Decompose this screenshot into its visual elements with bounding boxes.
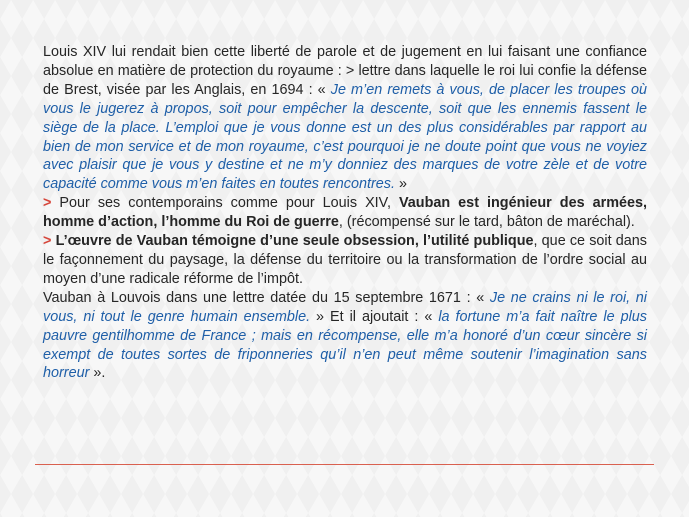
paragraph-text: , que ce soit dans le façonnement du paysage, la défense du territoire ou la transformation de l’ordre social au moyen d’une radicale réforme de l’impôt. xyxy=(43,233,647,287)
paragraph-louis-xiv-letter xyxy=(43,43,647,194)
paragraph-vauban-louvois xyxy=(43,289,647,384)
quote-king-letter: Je m’en remets à vous, de placer les troupes où vous le jugerez à propos, soit pour empêcher la descente, soit que les ennemis fassent le siège de la place. L’emploi que je vous donne est un des plus considérables par rapport au bien de mon service et de mon royaume, c’est pourquoi je ne doute point que vous ne voyiez avec plaisir que je vous y destine et ne m’y donniez des marques de votre zèle et de votre capacité comme vous m’en faites en toutes rencontres. xyxy=(43,81,647,193)
paragraph-oeuvre xyxy=(43,232,647,289)
slide-content xyxy=(43,43,647,383)
paragraph-text: Pour ses contemporains comme pour Louis XIV, xyxy=(51,195,399,212)
quote-close: » xyxy=(394,176,407,193)
paragraph-text: , (récompensé sur le tard, bâton de maréchal). xyxy=(338,214,635,231)
paragraph-intro-text: Louis XIV lui rendait bien cette liberté de parole et de jugement en lui faisant une confiance absolue en matière de protection du royaume : > lettre dans laquelle le roi lui confie la défense de Brest, visée par les Anglais, en 1694 : « xyxy=(43,44,647,98)
footer-divider xyxy=(35,464,654,465)
paragraph-contemporaries xyxy=(43,194,647,232)
quote-close: ». xyxy=(89,365,106,382)
quote-vauban-1: Je ne crains ni le roi, ni vous, ni tout le genre humain ensemble. xyxy=(43,289,647,325)
quote-vauban-2: la fortune m’a fait naître le plus pauvre gentilhomme de France ; mais en récompense, elle m’a honoré d’un cœur sincère si exempt de toutes sortes de friponneries qu’il n’en peut même soutenir l’imagination sans horreur xyxy=(43,308,647,382)
bold-emphasis: L’œuvre de Vauban témoigne d’une seule obsession, l’utilité publique xyxy=(51,233,534,250)
paragraph-text: » Et il ajoutait : « xyxy=(310,308,439,325)
arrow-bullet: > xyxy=(43,195,52,212)
arrow-bullet: > xyxy=(43,233,52,250)
paragraph-intro-text: Vauban à Louvois dans une lettre datée du 15 septembre 1671 : « xyxy=(43,289,490,306)
bold-emphasis: Vauban est ingénieur des armées, homme d’action, l’homme du Roi de guerre xyxy=(43,195,648,231)
